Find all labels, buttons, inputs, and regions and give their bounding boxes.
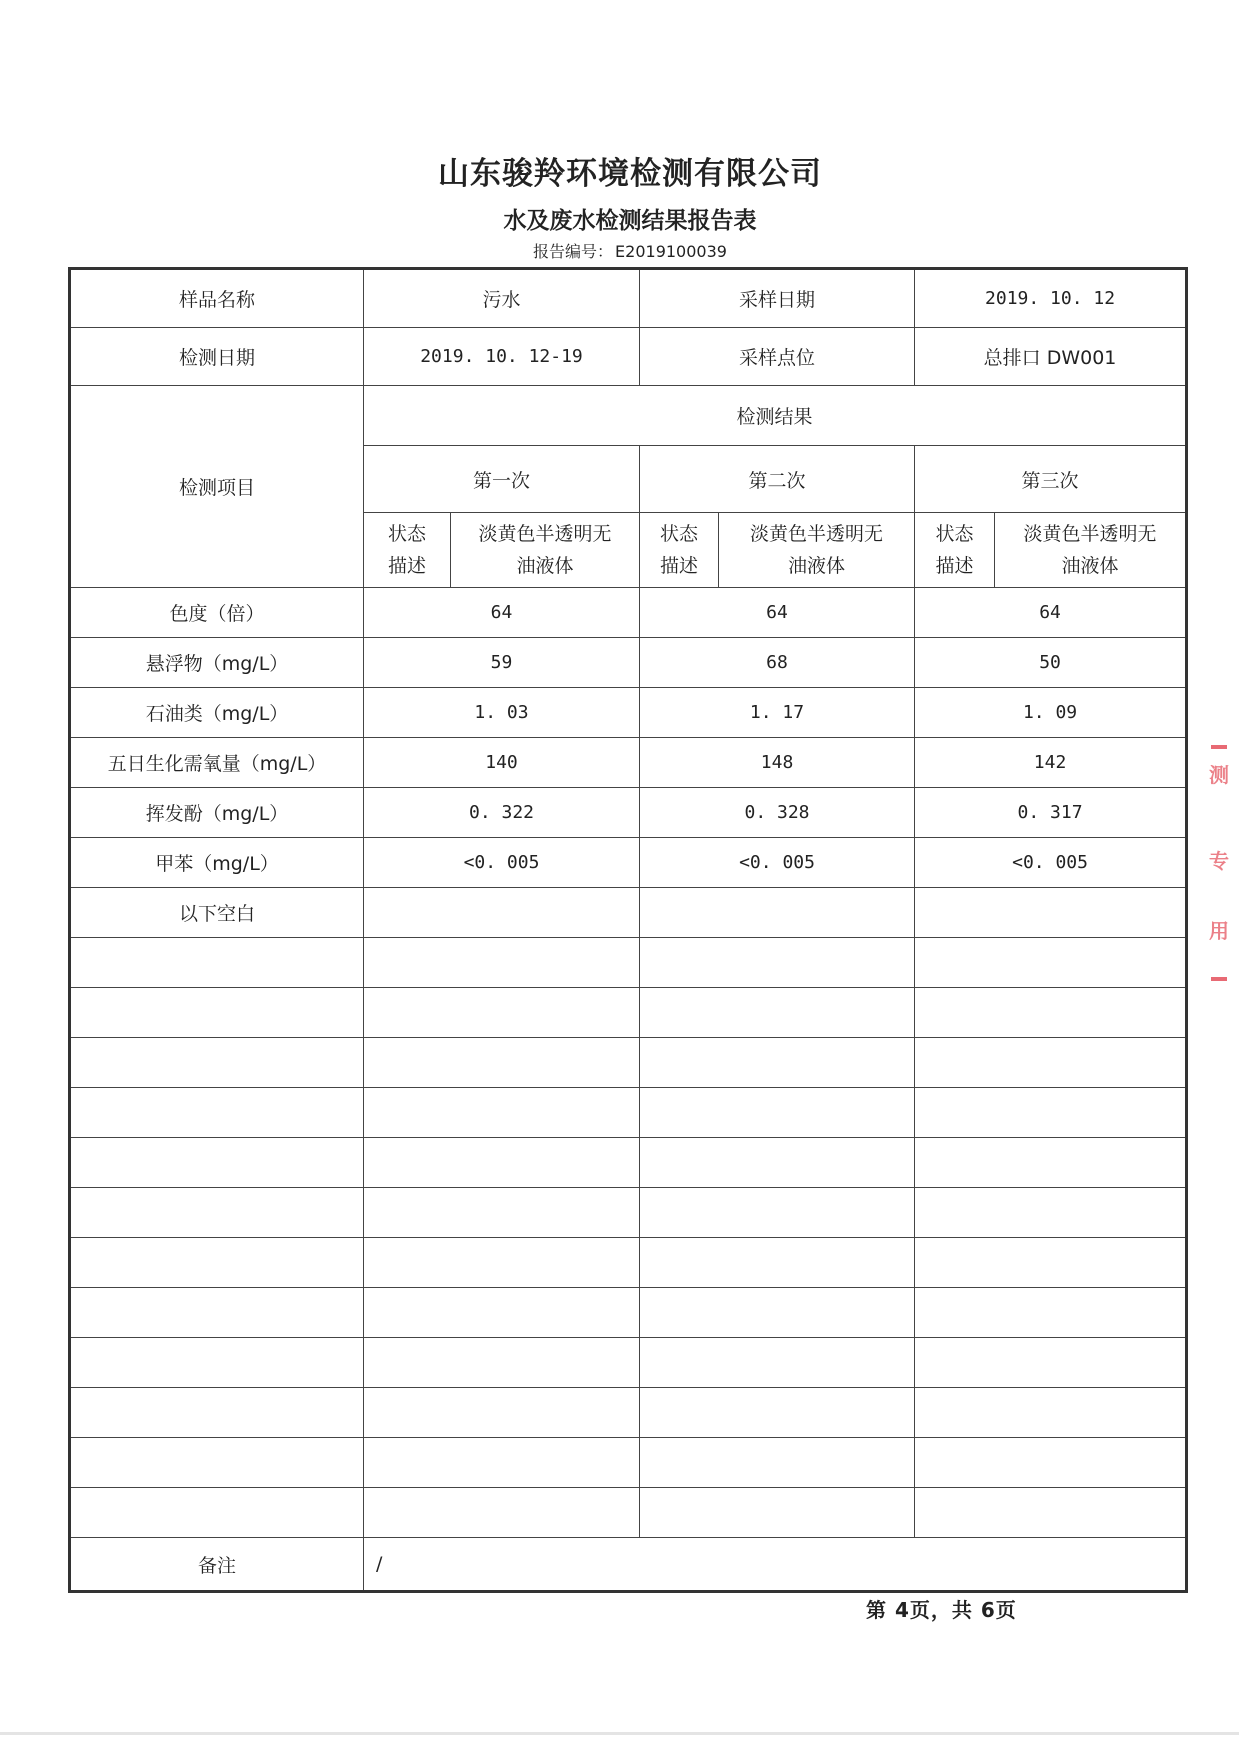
run-1-value: <0. 005 (364, 838, 640, 888)
sampling-point-value: 总排口 DW001 (915, 328, 1187, 386)
run-3-state: 淡黄色半透明无 油液体 (995, 513, 1187, 588)
empty-row (70, 1138, 1187, 1188)
run-2-value: 68 (640, 638, 915, 688)
results-header: 检测结果 (364, 386, 1187, 446)
empty-row (70, 1288, 1187, 1338)
table-row (70, 738, 1187, 788)
info-row-sample (70, 269, 1187, 328)
empty-row (70, 1038, 1187, 1088)
test-date-value: 2019. 10. 12-19 (364, 328, 640, 386)
report-number (0, 239, 1239, 262)
empty-row (70, 1488, 1187, 1538)
run-2-value: 148 (640, 738, 915, 788)
note-value: / (364, 1538, 1187, 1592)
note-label: 备注 (70, 1538, 364, 1592)
run-3-state-label: 状态 描述 (915, 513, 995, 588)
empty-row (70, 1388, 1187, 1438)
item-name: 悬浮物（mg/L） (70, 638, 364, 688)
run-2-state: 淡黄色半透明无 油液体 (719, 513, 915, 588)
run-2-value: 64 (640, 588, 915, 638)
run-1-value: 1. 03 (364, 688, 640, 738)
empty-row (70, 1088, 1187, 1138)
test-date-label: 检测日期 (70, 328, 364, 386)
sample-name-label: 样品名称 (70, 269, 364, 328)
table-row (70, 788, 1187, 838)
run-1-value: 64 (364, 588, 640, 638)
item-name: 色度（倍） (70, 588, 364, 638)
run-1-header: 第一次 (364, 446, 640, 513)
company-name: 山东骏羚环境检测有限公司 (438, 156, 822, 192)
item-name: 挥发酚（mg/L） (70, 788, 364, 838)
run-3-value: 64 (915, 588, 1187, 638)
run-2-value: 1. 17 (640, 688, 915, 738)
run-3-value: <0. 005 (915, 838, 1187, 888)
empty-row (70, 1438, 1187, 1488)
run-2-state-label: 状态 描述 (640, 513, 719, 588)
table-row (70, 638, 1187, 688)
run-1-state: 淡黄色半透明无 油液体 (451, 513, 640, 588)
run-2-value: <0. 005 (640, 838, 915, 888)
stamp-char: 用 (1209, 919, 1229, 943)
seal-stamp-fragment (1207, 745, 1233, 985)
info-row-date (70, 328, 1187, 386)
sampling-date-label: 采样日期 (640, 269, 915, 328)
run-3-value: 142 (915, 738, 1187, 788)
page-edge-divider (0, 1732, 1239, 1735)
run-3-value: 1. 09 (915, 688, 1187, 738)
blank-marker: 以下空白 (70, 888, 364, 938)
item-name: 甲苯（mg/L） (70, 838, 364, 888)
run-1-value: 59 (364, 638, 640, 688)
sampling-date-value: 2019. 10. 12 (915, 269, 1187, 328)
report-number-value: E2019100039 (615, 242, 727, 261)
report-number-label: 报告编号： (533, 242, 614, 261)
stamp-bar (1211, 977, 1227, 981)
blank-marker-row (70, 888, 1187, 938)
empty-row (70, 938, 1187, 988)
empty-row (70, 1338, 1187, 1388)
run-3-header: 第三次 (915, 446, 1187, 513)
table-row (70, 838, 1187, 888)
results-table (68, 267, 1188, 1593)
stamp-char: 专 (1209, 849, 1229, 873)
run-1-state-label: 状态 描述 (364, 513, 451, 588)
empty-row (70, 1238, 1187, 1288)
item-name: 五日生化需氧量（mg/L） (70, 738, 364, 788)
stamp-bar (1211, 745, 1227, 749)
report-subtitle: 水及废水检测结果报告表 (503, 208, 757, 234)
results-header-row (70, 386, 1187, 446)
table-row (70, 588, 1187, 638)
run-2-value: 0. 328 (640, 788, 915, 838)
empty-row (70, 1188, 1187, 1238)
page-number: 第 4页，共 6页 (866, 1598, 1017, 1622)
run-2-header: 第二次 (640, 446, 915, 513)
sample-name-value: 污水 (364, 269, 640, 328)
note-row (70, 1538, 1187, 1592)
empty-row (70, 988, 1187, 1038)
run-1-value: 0. 322 (364, 788, 640, 838)
item-header: 检测项目 (70, 386, 364, 588)
run-3-value: 50 (915, 638, 1187, 688)
run-1-value: 140 (364, 738, 640, 788)
run-3-value: 0. 317 (915, 788, 1187, 838)
stamp-char: 测 (1209, 763, 1229, 787)
sampling-point-label: 采样点位 (640, 328, 915, 386)
item-name: 石油类（mg/L） (70, 688, 364, 738)
table-row (70, 688, 1187, 738)
